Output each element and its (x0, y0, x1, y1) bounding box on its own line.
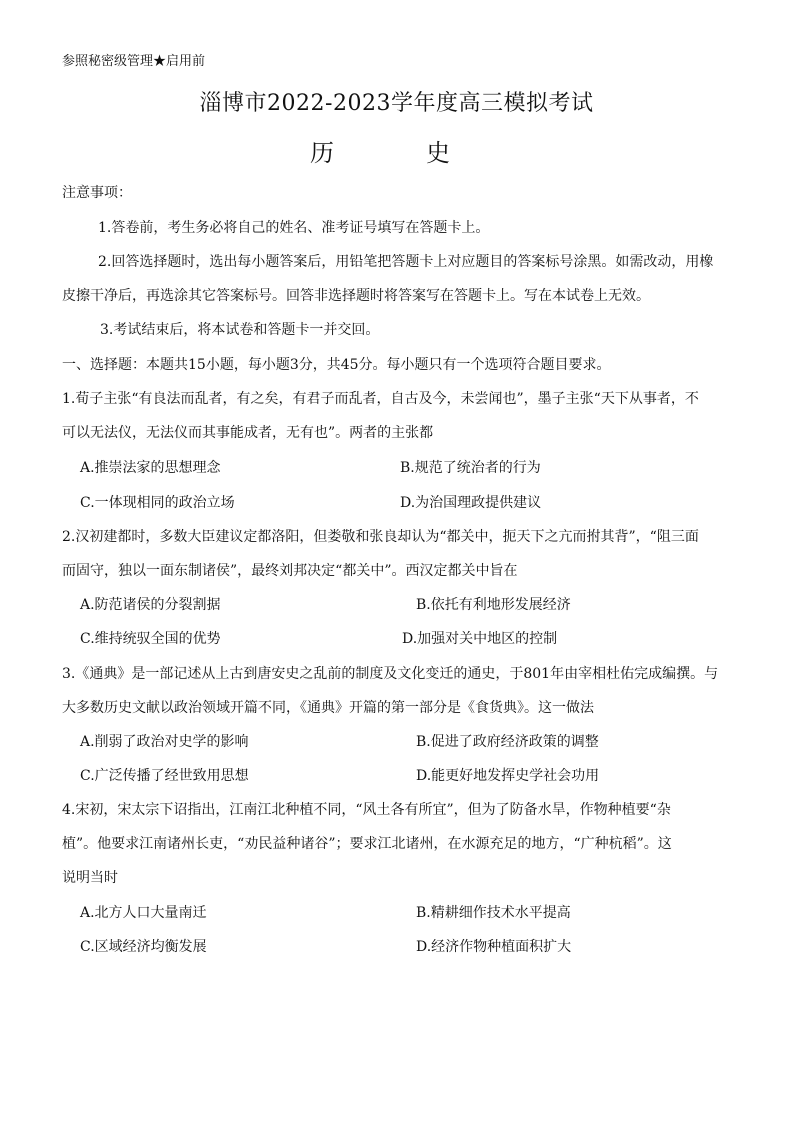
question-4-line-1: 4.宋初，宋太宗下诏指出，江南江北种植不同，“风土各有所宜”，但为了防备水旱，作物种植要“杂 (62, 802, 671, 818)
notice-item-2-line-2: 皮擦干净后，再选涂其它答案标号。回答非选择题时将答案写在答题卡上。写在本试卷上无效。 (62, 288, 650, 304)
question-4-option-d[interactable]: D.经济作物种植面积扩大 (416, 939, 572, 955)
question-1-option-a[interactable]: A.推崇法家的思想理念 (80, 460, 221, 476)
subject-char-2: 史 (426, 139, 450, 167)
question-2-line-2: 而固守，独以一面东制诸侯”，最终刘邦决定“都关中”。西汉定都关中旨在 (62, 563, 518, 579)
question-2-option-a[interactable]: A.防范诸侯的分裂割据 (80, 597, 221, 613)
question-1-line-2: 可以无法仪，无法仪而其事能成者，无有也”。两者的主张都 (62, 425, 434, 441)
question-1-option-c[interactable]: C.一体现相同的政治立场 (80, 495, 235, 511)
question-1-option-d[interactable]: D.为治国理政提供建议 (400, 495, 542, 511)
exam-title: 淄博市2022-2023学年度高三模拟考试 (199, 91, 594, 116)
question-4-line-3: 说明当时 (62, 870, 118, 886)
question-4-option-a[interactable]: A.北方人口大量南迁 (80, 905, 207, 921)
question-3-option-c[interactable]: C.广泛传播了经世致用思想 (80, 768, 249, 784)
question-3-option-a[interactable]: A.削弱了政治对史学的影响 (80, 734, 249, 750)
subject-title (310, 138, 450, 168)
notice-item-2-line-1: 2.回答选择题时，选出每小题答案后，用铅笔把答题卡上对应题目的答案标号涂黑。如需改动，用橡 (98, 254, 714, 270)
section-heading: 一、选择题：本题共15小题，每小题3分，共45分。每小题只有一个选项符合题目要求。 (62, 357, 611, 373)
subject-char-1: 历 (310, 139, 334, 167)
notice-item-1: 1.答卷前，考生务必将自己的姓名、准考证号填写在答题卡上。 (98, 220, 490, 236)
question-2-option-d[interactable]: D.加强对关中地区的控制 (402, 631, 558, 647)
secret-level-label: 参照秘密级管理★启用前 (62, 54, 206, 69)
question-3-line-2: 大多数历史文献以政治领域开篇不同，《通典》开篇的第一部分是《食货典》。这一做法 (62, 700, 594, 716)
question-4-line-2: 植”。他要求江南诸州长吏，“劝民益种诸谷”；要求江北诸州，在水源充足的地方，“广种杭稻”。这 (62, 836, 672, 852)
notice-item-3: 3.考试结束后，将本试卷和答题卡一并交回。 (100, 322, 380, 338)
question-3-line-1: 3.《通典》是一部记述从上古到唐安史之乱前的制度及文化变迁的通史，于801年由宰相杜佑完成编撰。与 (62, 666, 719, 682)
question-3-option-b[interactable]: B.促进了政府经济政策的调整 (416, 734, 599, 750)
question-1-line-1: 1.荀子主张“有良法而乱者，有之矣，有君子而乱者，自古及今，未尝闻也”，墨子主张“天下从事者，不 (62, 391, 699, 407)
question-2-line-1: 2.汉初建都时，多数大臣建议定都洛阳，但娄敬和张良却认为“都关中，扼天下之亢而拊其背”，“阻三面 (62, 529, 699, 545)
question-2-option-c[interactable]: C.维持统驭全国的优势 (80, 631, 221, 647)
question-2-option-b[interactable]: B.依托有利地形发展经济 (416, 597, 571, 613)
question-3-option-d[interactable]: D.能更好地发挥史学社会功用 (416, 768, 600, 784)
question-4-option-c[interactable]: C.区域经济均衡发展 (80, 939, 207, 955)
notice-heading: 注意事项： (62, 185, 132, 201)
question-1-option-b[interactable]: B.规范了统治者的行为 (400, 460, 541, 476)
question-4-option-b[interactable]: B.精耕细作技术水平提高 (416, 905, 571, 921)
